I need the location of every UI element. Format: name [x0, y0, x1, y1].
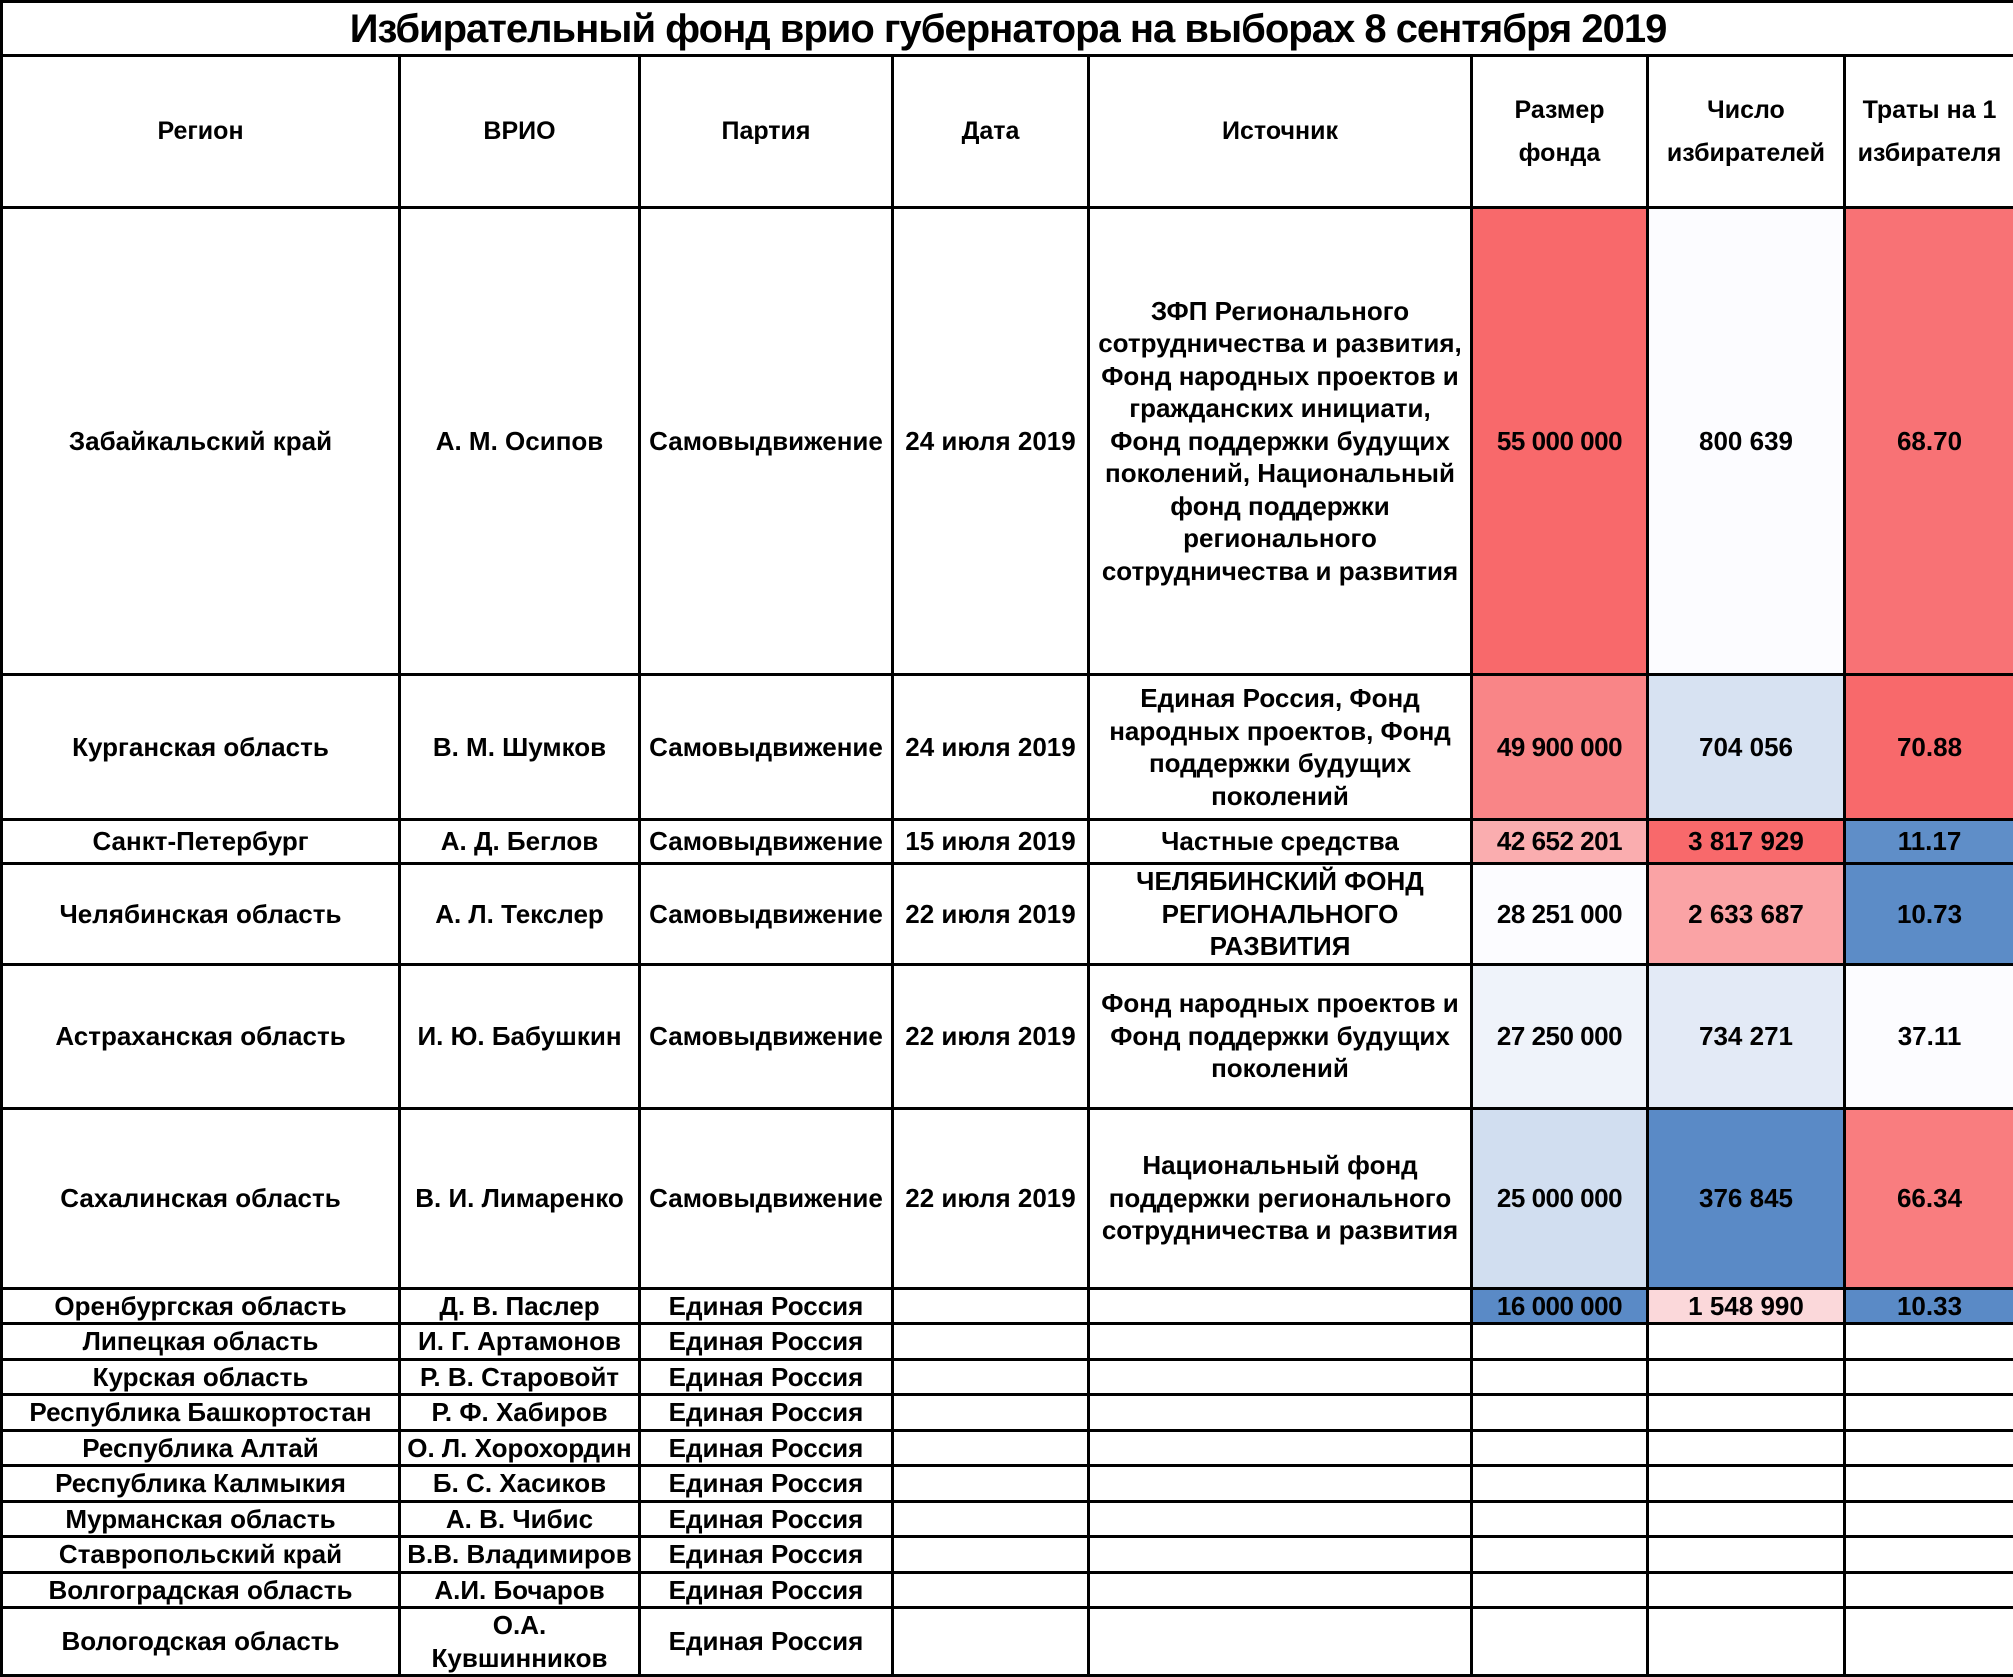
cell-party: Единая Россия — [640, 1324, 893, 1360]
col-header-spend-per-voter: Траты на 1 избирателя — [1845, 56, 2013, 208]
cell-voters-count: 3 817 929 — [1648, 820, 1845, 864]
table-row — [2, 820, 2013, 864]
cell-fund-size — [1472, 1324, 1648, 1360]
cell-fund-size: 28 251 000 — [1472, 864, 1648, 965]
table-row — [2, 675, 2013, 820]
cell-party: Единая Россия — [640, 1572, 893, 1608]
col-header-source: Источник — [1089, 56, 1472, 208]
cell-spend-per-voter: 66.34 — [1845, 1108, 2013, 1288]
cell-vrio: О. Л. Хорохордин — [400, 1430, 640, 1466]
table-row — [2, 1608, 2013, 1676]
cell-date — [893, 1466, 1089, 1502]
cell-voters-count: 1 548 990 — [1648, 1288, 1845, 1324]
cell-source — [1089, 1466, 1472, 1502]
cell-vrio: Д. В. Паслер — [400, 1288, 640, 1324]
cell-spend-per-voter — [1845, 1501, 2013, 1537]
cell-spend-per-voter — [1845, 1395, 2013, 1431]
cell-spend-per-voter — [1845, 1430, 2013, 1466]
cell-spend-per-voter: 68.70 — [1845, 208, 2013, 675]
cell-party: Единая Россия — [640, 1395, 893, 1431]
cell-source — [1089, 1430, 1472, 1466]
cell-spend-per-voter: 37.11 — [1845, 964, 2013, 1108]
cell-source: ЧЕЛЯБИНСКИЙ ФОНД РЕГИОНАЛЬНОГО РАЗВИТИЯ — [1089, 864, 1472, 965]
cell-vrio: И. Г. Артамонов — [400, 1324, 640, 1360]
cell-party: Единая Россия — [640, 1288, 893, 1324]
cell-voters-count — [1648, 1608, 1845, 1676]
cell-date: 22 июля 2019 — [893, 864, 1089, 965]
cell-region: Оренбургская область — [2, 1288, 400, 1324]
cell-fund-size — [1472, 1537, 1648, 1573]
cell-region: Курская область — [2, 1359, 400, 1395]
cell-voters-count: 800 639 — [1648, 208, 1845, 675]
table-row — [2, 964, 2013, 1108]
cell-party: Единая Россия — [640, 1537, 893, 1573]
cell-vrio: В.В. Владимиров — [400, 1537, 640, 1573]
table-row — [2, 1359, 2013, 1395]
cell-vrio: О.А. Кувшинников — [400, 1608, 640, 1676]
cell-region: Республика Алтай — [2, 1430, 400, 1466]
cell-vrio: Р. Ф. Хабиров — [400, 1395, 640, 1431]
cell-region: Сахалинская область — [2, 1108, 400, 1288]
cell-spend-per-voter: 70.88 — [1845, 675, 2013, 820]
cell-date — [893, 1430, 1089, 1466]
cell-voters-count — [1648, 1324, 1845, 1360]
cell-spend-per-voter: 10.73 — [1845, 864, 2013, 965]
cell-source — [1089, 1537, 1472, 1573]
cell-voters-count — [1648, 1359, 1845, 1395]
cell-source — [1089, 1395, 1472, 1431]
table-row — [2, 1108, 2013, 1288]
cell-source — [1089, 1288, 1472, 1324]
cell-source: Фонд народных проектов и Фонд поддержки будущих поколений — [1089, 964, 1472, 1108]
col-header-date: Дата — [893, 56, 1089, 208]
cell-region: Санкт-Петербург — [2, 820, 400, 864]
cell-date: 24 июля 2019 — [893, 208, 1089, 675]
table-row — [2, 864, 2013, 965]
cell-party: Самовыдвижение — [640, 864, 893, 965]
cell-date — [893, 1501, 1089, 1537]
cell-fund-size — [1472, 1501, 1648, 1537]
col-header-vrio: ВРИО — [400, 56, 640, 208]
cell-fund-size — [1472, 1466, 1648, 1502]
cell-source: ЗФП Регионального сотрудничества и развития, Фонд народных проектов и гражданских инициати, Фонд поддержки будущих поколений, Национальный фонд поддержки регионального сотрудничества и развития — [1089, 208, 1472, 675]
cell-fund-size: 49 900 000 — [1472, 675, 1648, 820]
cell-region: Республика Калмыкия — [2, 1466, 400, 1502]
cell-region: Курганская область — [2, 675, 400, 820]
cell-voters-count — [1648, 1572, 1845, 1608]
cell-party: Единая Россия — [640, 1430, 893, 1466]
cell-fund-size: 42 652 201 — [1472, 820, 1648, 864]
cell-fund-size: 16 000 000 — [1472, 1288, 1648, 1324]
cell-region: Липецкая область — [2, 1324, 400, 1360]
cell-voters-count: 734 271 — [1648, 964, 1845, 1108]
cell-party: Единая Россия — [640, 1501, 893, 1537]
cell-region: Вологодская область — [2, 1608, 400, 1676]
table-row — [2, 1537, 2013, 1573]
table-row — [2, 1466, 2013, 1502]
table-row — [2, 1395, 2013, 1431]
cell-date — [893, 1395, 1089, 1431]
cell-date — [893, 1608, 1089, 1676]
cell-source — [1089, 1608, 1472, 1676]
cell-vrio: А. М. Осипов — [400, 208, 640, 675]
cell-fund-size: 55 000 000 — [1472, 208, 1648, 675]
cell-source — [1089, 1501, 1472, 1537]
cell-date: 15 июля 2019 — [893, 820, 1089, 864]
cell-date — [893, 1288, 1089, 1324]
cell-region: Республика Башкортостан — [2, 1395, 400, 1431]
cell-vrio: А. В. Чибис — [400, 1501, 640, 1537]
cell-party: Самовыдвижение — [640, 675, 893, 820]
cell-voters-count — [1648, 1466, 1845, 1502]
cell-source — [1089, 1359, 1472, 1395]
cell-fund-size — [1472, 1430, 1648, 1466]
cell-voters-count — [1648, 1430, 1845, 1466]
header-row — [2, 56, 2013, 208]
cell-voters-count: 376 845 — [1648, 1108, 1845, 1288]
cell-voters-count: 2 633 687 — [1648, 864, 1845, 965]
cell-date — [893, 1537, 1089, 1573]
cell-region: Забайкальский край — [2, 208, 400, 675]
cell-region: Ставропольский край — [2, 1537, 400, 1573]
page-title: Избирательный фонд врио губернатора на выборах 8 сентября 2019 — [2, 2, 2013, 56]
cell-party: Самовыдвижение — [640, 820, 893, 864]
cell-source — [1089, 1572, 1472, 1608]
cell-spend-per-voter: 10.33 — [1845, 1288, 2013, 1324]
cell-fund-size — [1472, 1359, 1648, 1395]
cell-voters-count: 704 056 — [1648, 675, 1845, 820]
table-row — [2, 1288, 2013, 1324]
cell-vrio: Б. С. Хасиков — [400, 1466, 640, 1502]
cell-region: Волгоградская область — [2, 1572, 400, 1608]
cell-voters-count — [1648, 1537, 1845, 1573]
cell-party: Самовыдвижение — [640, 1108, 893, 1288]
cell-spend-per-voter — [1845, 1359, 2013, 1395]
cell-source: Частные средства — [1089, 820, 1472, 864]
cell-date: 22 июля 2019 — [893, 964, 1089, 1108]
table-row — [2, 1430, 2013, 1466]
cell-region: Мурманская область — [2, 1501, 400, 1537]
cell-party: Единая Россия — [640, 1608, 893, 1676]
cell-spend-per-voter — [1845, 1608, 2013, 1676]
cell-spend-per-voter — [1845, 1537, 2013, 1573]
cell-party: Самовыдвижение — [640, 208, 893, 675]
cell-party: Единая Россия — [640, 1466, 893, 1502]
cell-voters-count — [1648, 1395, 1845, 1431]
cell-vrio: Р. В. Старовойт — [400, 1359, 640, 1395]
cell-source: Единая Россия, Фонд народных проектов, Фонд поддержки будущих поколений — [1089, 675, 1472, 820]
cell-party: Самовыдвижение — [640, 964, 893, 1108]
cell-date — [893, 1359, 1089, 1395]
cell-vrio: А. Д. Беглов — [400, 820, 640, 864]
cell-voters-count — [1648, 1501, 1845, 1537]
cell-region: Челябинская область — [2, 864, 400, 965]
cell-source: Национальный фонд поддержки регионального сотрудничества и развития — [1089, 1108, 1472, 1288]
cell-fund-size — [1472, 1608, 1648, 1676]
cell-party: Единая Россия — [640, 1359, 893, 1395]
cell-vrio: А. Л. Текслер — [400, 864, 640, 965]
cell-fund-size: 25 000 000 — [1472, 1108, 1648, 1288]
cell-vrio: И. Ю. Бабушкин — [400, 964, 640, 1108]
cell-region: Астраханская область — [2, 964, 400, 1108]
title-row — [2, 2, 2013, 56]
cell-fund-size — [1472, 1395, 1648, 1431]
table-row — [2, 1324, 2013, 1360]
col-header-voters-count: Число избирателей — [1648, 56, 1845, 208]
cell-date: 22 июля 2019 — [893, 1108, 1089, 1288]
cell-source — [1089, 1324, 1472, 1360]
cell-vrio: В. М. Шумков — [400, 675, 640, 820]
cell-vrio: В. И. Лимаренко — [400, 1108, 640, 1288]
cell-spend-per-voter: 11.17 — [1845, 820, 2013, 864]
cell-fund-size — [1472, 1572, 1648, 1608]
col-header-region: Регион — [2, 56, 400, 208]
cell-vrio: А.И. Бочаров — [400, 1572, 640, 1608]
table-row — [2, 208, 2013, 675]
cell-fund-size: 27 250 000 — [1472, 964, 1648, 1108]
table-row — [2, 1501, 2013, 1537]
cell-date — [893, 1572, 1089, 1608]
cell-spend-per-voter — [1845, 1324, 2013, 1360]
cell-date: 24 июля 2019 — [893, 675, 1089, 820]
table-row — [2, 1572, 2013, 1608]
col-header-party: Партия — [640, 56, 893, 208]
cell-date — [893, 1324, 1089, 1360]
cell-spend-per-voter — [1845, 1572, 2013, 1608]
col-header-fund-size: Размер фонда — [1472, 56, 1648, 208]
cell-spend-per-voter — [1845, 1466, 2013, 1502]
